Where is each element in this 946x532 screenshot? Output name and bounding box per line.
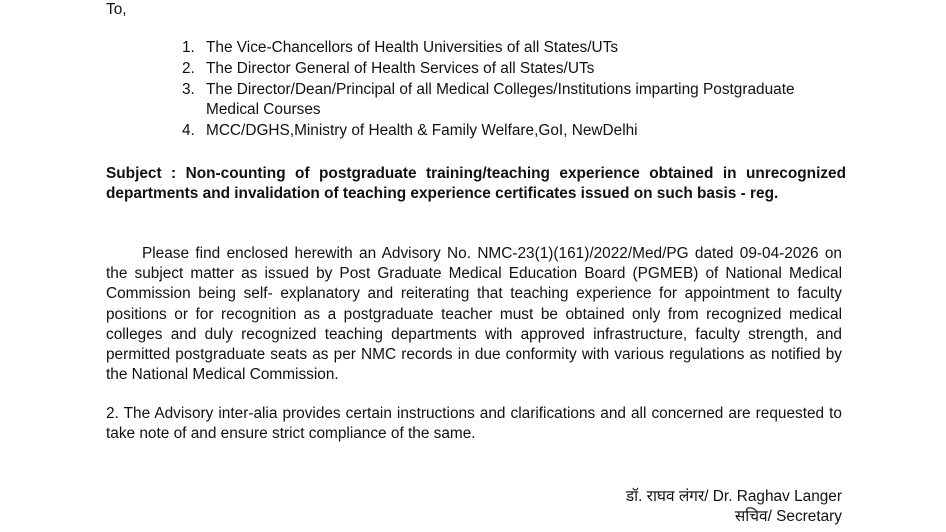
subject-line: Subject : Non-counting of postgraduate training/teaching experience obtained in unrecognized departments and invalidation of teaching experience certificates issued on such basis - reg. [106, 165, 846, 202]
recipient-text: The Director/Dean/Principal of all Medical Colleges/Institutions imparting Postgraduate Medical Courses [206, 81, 795, 118]
salutation: To, [106, 1, 127, 18]
recipient-number: 2. [182, 60, 195, 77]
recipient-number: 3. [182, 81, 195, 98]
recipient-item [182, 38, 842, 58]
recipient-text: MCC/DGHS,Ministry of Health & Family Welfare,GoI, NewDelhi [206, 122, 638, 139]
recipient-list [182, 38, 842, 142]
signatory-title: सचिव/ Secretary [734, 508, 842, 525]
body-paragraph-1: Please find enclosed herewith an Advisory No. NMC-23(1)(161)/2022/Med/PG dated 09-04-2026 on the subject matter as issued by Post Graduate Medical Education Board (PGMEB) of National Medical Commission being self- explanatory and reiterating that teaching experience for appointment to faculty positions or for recognition as a postgraduate teacher must be obtained only from recognized medical colleges and duly recognized teaching departments with approved infrastructure, faculty strength, and permitted postgraduate seats as per NMC records in due conformity with various regulations as notified by the National Medical Commission. [106, 245, 842, 384]
recipient-number: 1. [182, 39, 195, 56]
signatory-name: डॉ. राघव लंगर/ Dr. Raghav Langer [625, 488, 842, 505]
recipient-item [182, 59, 842, 79]
recipient-item [182, 121, 842, 141]
recipient-number: 4. [182, 122, 195, 139]
recipient-text: The Vice-Chancellors of Health Universities of all States/UTs [206, 39, 619, 56]
recipient-item [182, 80, 842, 120]
body-paragraph-2: 2. The Advisory inter-alia provides certain instructions and clarifications and all concerned are requested to take note of and ensure strict compliance of the same. [106, 405, 842, 443]
recipient-text: The Director General of Health Services of all States/UTs [206, 60, 595, 77]
